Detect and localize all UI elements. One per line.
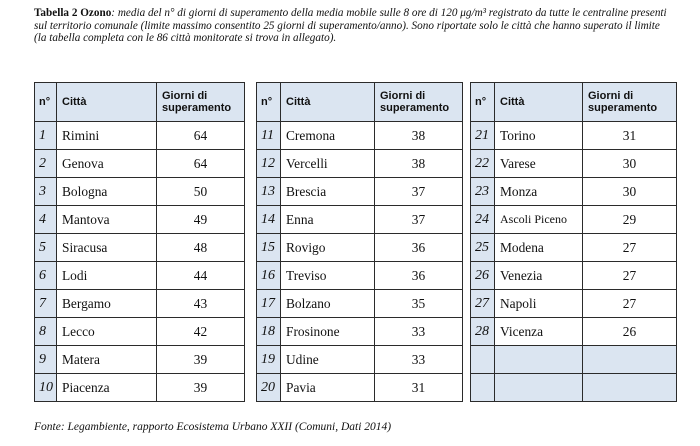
- days-cell: 33: [375, 346, 463, 374]
- days-cell: 64: [157, 122, 245, 150]
- table-row: [35, 234, 245, 262]
- rank-cell: 20: [257, 374, 281, 402]
- table-row: [35, 346, 245, 374]
- header-days-line2: superamento: [162, 102, 232, 114]
- caption-title: Tabella 2 Ozono: [34, 7, 112, 19]
- table-row: [35, 262, 245, 290]
- rank-cell: 11: [257, 122, 281, 150]
- table-row: [257, 206, 463, 234]
- rank-cell: 1: [35, 122, 57, 150]
- table-row: [257, 318, 463, 346]
- table-row: [471, 262, 677, 290]
- table-row: [471, 122, 677, 150]
- rank-cell: 4: [35, 206, 57, 234]
- table-row: [257, 122, 463, 150]
- days-cell: 42: [157, 318, 245, 346]
- table-row: [471, 178, 677, 206]
- days-cell: 27: [583, 234, 677, 262]
- table-row: [471, 290, 677, 318]
- city-cell: Rovigo: [281, 234, 375, 262]
- rank-cell: 15: [257, 234, 281, 262]
- rank-cell: 28: [471, 318, 495, 346]
- table-row: [471, 150, 677, 178]
- rank-cell: 8: [35, 318, 57, 346]
- table-row: [35, 150, 245, 178]
- header-days: [375, 83, 463, 122]
- days-cell: 37: [375, 178, 463, 206]
- rank-cell: 3: [35, 178, 57, 206]
- table-row: [471, 234, 677, 262]
- ranking-table-3: [470, 82, 677, 402]
- header-days: [157, 83, 245, 122]
- days-cell: 37: [375, 206, 463, 234]
- days-cell: 29: [583, 206, 677, 234]
- days-cell: 35: [375, 290, 463, 318]
- city-cell: Rimini: [57, 122, 157, 150]
- days-cell: 31: [583, 122, 677, 150]
- rank-cell: 17: [257, 290, 281, 318]
- days-cell: 39: [157, 374, 245, 402]
- header-city: Città: [495, 83, 583, 122]
- header-n: n°: [35, 83, 57, 122]
- rank-cell: 16: [257, 262, 281, 290]
- rank-cell: 13: [257, 178, 281, 206]
- table-row: [35, 290, 245, 318]
- table-row: [35, 122, 245, 150]
- city-cell: Bolzano: [281, 290, 375, 318]
- rank-cell: 14: [257, 206, 281, 234]
- header-n: n°: [471, 83, 495, 122]
- empty-row: [471, 346, 677, 374]
- empty-cell: [583, 374, 677, 402]
- days-cell: 48: [157, 234, 245, 262]
- header-days-line2: superamento: [380, 102, 450, 114]
- ranking-table-2: [256, 82, 463, 402]
- days-cell: 30: [583, 150, 677, 178]
- rank-cell: 24: [471, 206, 495, 234]
- rank-cell: 27: [471, 290, 495, 318]
- empty-cell: [471, 346, 495, 374]
- header-n: n°: [257, 83, 281, 122]
- days-cell: 36: [375, 262, 463, 290]
- rank-cell: 19: [257, 346, 281, 374]
- rank-cell: 18: [257, 318, 281, 346]
- days-cell: 38: [375, 122, 463, 150]
- table-header-row: [257, 83, 463, 122]
- rank-cell: 7: [35, 290, 57, 318]
- city-cell: Napoli: [495, 290, 583, 318]
- city-cell: Monza: [495, 178, 583, 206]
- days-cell: 36: [375, 234, 463, 262]
- city-cell: Frosinone: [281, 318, 375, 346]
- days-cell: 50: [157, 178, 245, 206]
- header-days: [583, 83, 677, 122]
- city-cell: Brescia: [281, 178, 375, 206]
- table-row: [35, 318, 245, 346]
- table-row: [257, 234, 463, 262]
- table-caption: [34, 7, 674, 45]
- rank-cell: 6: [35, 262, 57, 290]
- rank-cell: 2: [35, 150, 57, 178]
- header-days-line1: Giorni di: [588, 90, 634, 102]
- rank-cell: 26: [471, 262, 495, 290]
- city-cell: Modena: [495, 234, 583, 262]
- days-cell: 27: [583, 290, 677, 318]
- header-days-line1: Giorni di: [380, 90, 426, 102]
- city-cell: Vercelli: [281, 150, 375, 178]
- city-cell: Matera: [57, 346, 157, 374]
- header-days-line1: Giorni di: [162, 90, 208, 102]
- caption-text: : media del n° di giorni di superamento della media mobile sulle 8 ore di 120 μg/m³ registrato da tutte le centraline presenti sul territorio comunale (limite massimo consentito 25 giorni di superamento/anno). Sono riportate solo le città che hanno superato il limite (la tabella completa con le 86 città monitorate si trova in allegato).: [34, 7, 667, 45]
- city-cell: Udine: [281, 346, 375, 374]
- header-city: Città: [281, 83, 375, 122]
- city-cell: Pavia: [281, 374, 375, 402]
- rank-cell: 10: [35, 374, 57, 402]
- empty-cell: [495, 374, 583, 402]
- table-row: [257, 374, 463, 402]
- empty-cell: [471, 374, 495, 402]
- rank-cell: 9: [35, 346, 57, 374]
- days-cell: 31: [375, 374, 463, 402]
- rank-cell: 5: [35, 234, 57, 262]
- table-row: [257, 262, 463, 290]
- table-row: [471, 206, 677, 234]
- source-note: Fonte: Legambiente, rapporto Ecosistema Urbano XXII (Comuni, Dati 2014): [34, 421, 392, 433]
- empty-cell: [495, 346, 583, 374]
- days-cell: 30: [583, 178, 677, 206]
- city-cell: Mantova: [57, 206, 157, 234]
- header-days-line2: superamento: [588, 102, 658, 114]
- table-row: [257, 178, 463, 206]
- days-cell: 33: [375, 318, 463, 346]
- table-row: [35, 374, 245, 402]
- city-cell: Ascoli Piceno: [495, 206, 583, 234]
- table-row: [257, 150, 463, 178]
- table-row: [35, 178, 245, 206]
- city-cell: Cremona: [281, 122, 375, 150]
- header-city: Città: [57, 83, 157, 122]
- days-cell: 38: [375, 150, 463, 178]
- days-cell: 64: [157, 150, 245, 178]
- days-cell: 27: [583, 262, 677, 290]
- city-cell: Venezia: [495, 262, 583, 290]
- rank-cell: 21: [471, 122, 495, 150]
- days-cell: 49: [157, 206, 245, 234]
- city-cell: Treviso: [281, 262, 375, 290]
- city-cell: Bergamo: [57, 290, 157, 318]
- empty-cell: [583, 346, 677, 374]
- city-cell: Piacenza: [57, 374, 157, 402]
- city-cell: Lodi: [57, 262, 157, 290]
- table-header-row: [35, 83, 245, 122]
- city-cell: Lecco: [57, 318, 157, 346]
- rank-cell: 25: [471, 234, 495, 262]
- city-cell: Genova: [57, 150, 157, 178]
- city-cell: Varese: [495, 150, 583, 178]
- rank-cell: 22: [471, 150, 495, 178]
- city-cell: Vicenza: [495, 318, 583, 346]
- table-header-row: [471, 83, 677, 122]
- city-cell: Siracusa: [57, 234, 157, 262]
- table-row: [257, 346, 463, 374]
- days-cell: 39: [157, 346, 245, 374]
- days-cell: 43: [157, 290, 245, 318]
- empty-row: [471, 374, 677, 402]
- city-cell: Enna: [281, 206, 375, 234]
- table-row: [35, 206, 245, 234]
- rank-cell: 12: [257, 150, 281, 178]
- table-row: [257, 290, 463, 318]
- city-cell: Bologna: [57, 178, 157, 206]
- days-cell: 26: [583, 318, 677, 346]
- rank-cell: 23: [471, 178, 495, 206]
- table-row: [471, 318, 677, 346]
- days-cell: 44: [157, 262, 245, 290]
- ranking-table-1: [34, 82, 245, 402]
- city-cell: Torino: [495, 122, 583, 150]
